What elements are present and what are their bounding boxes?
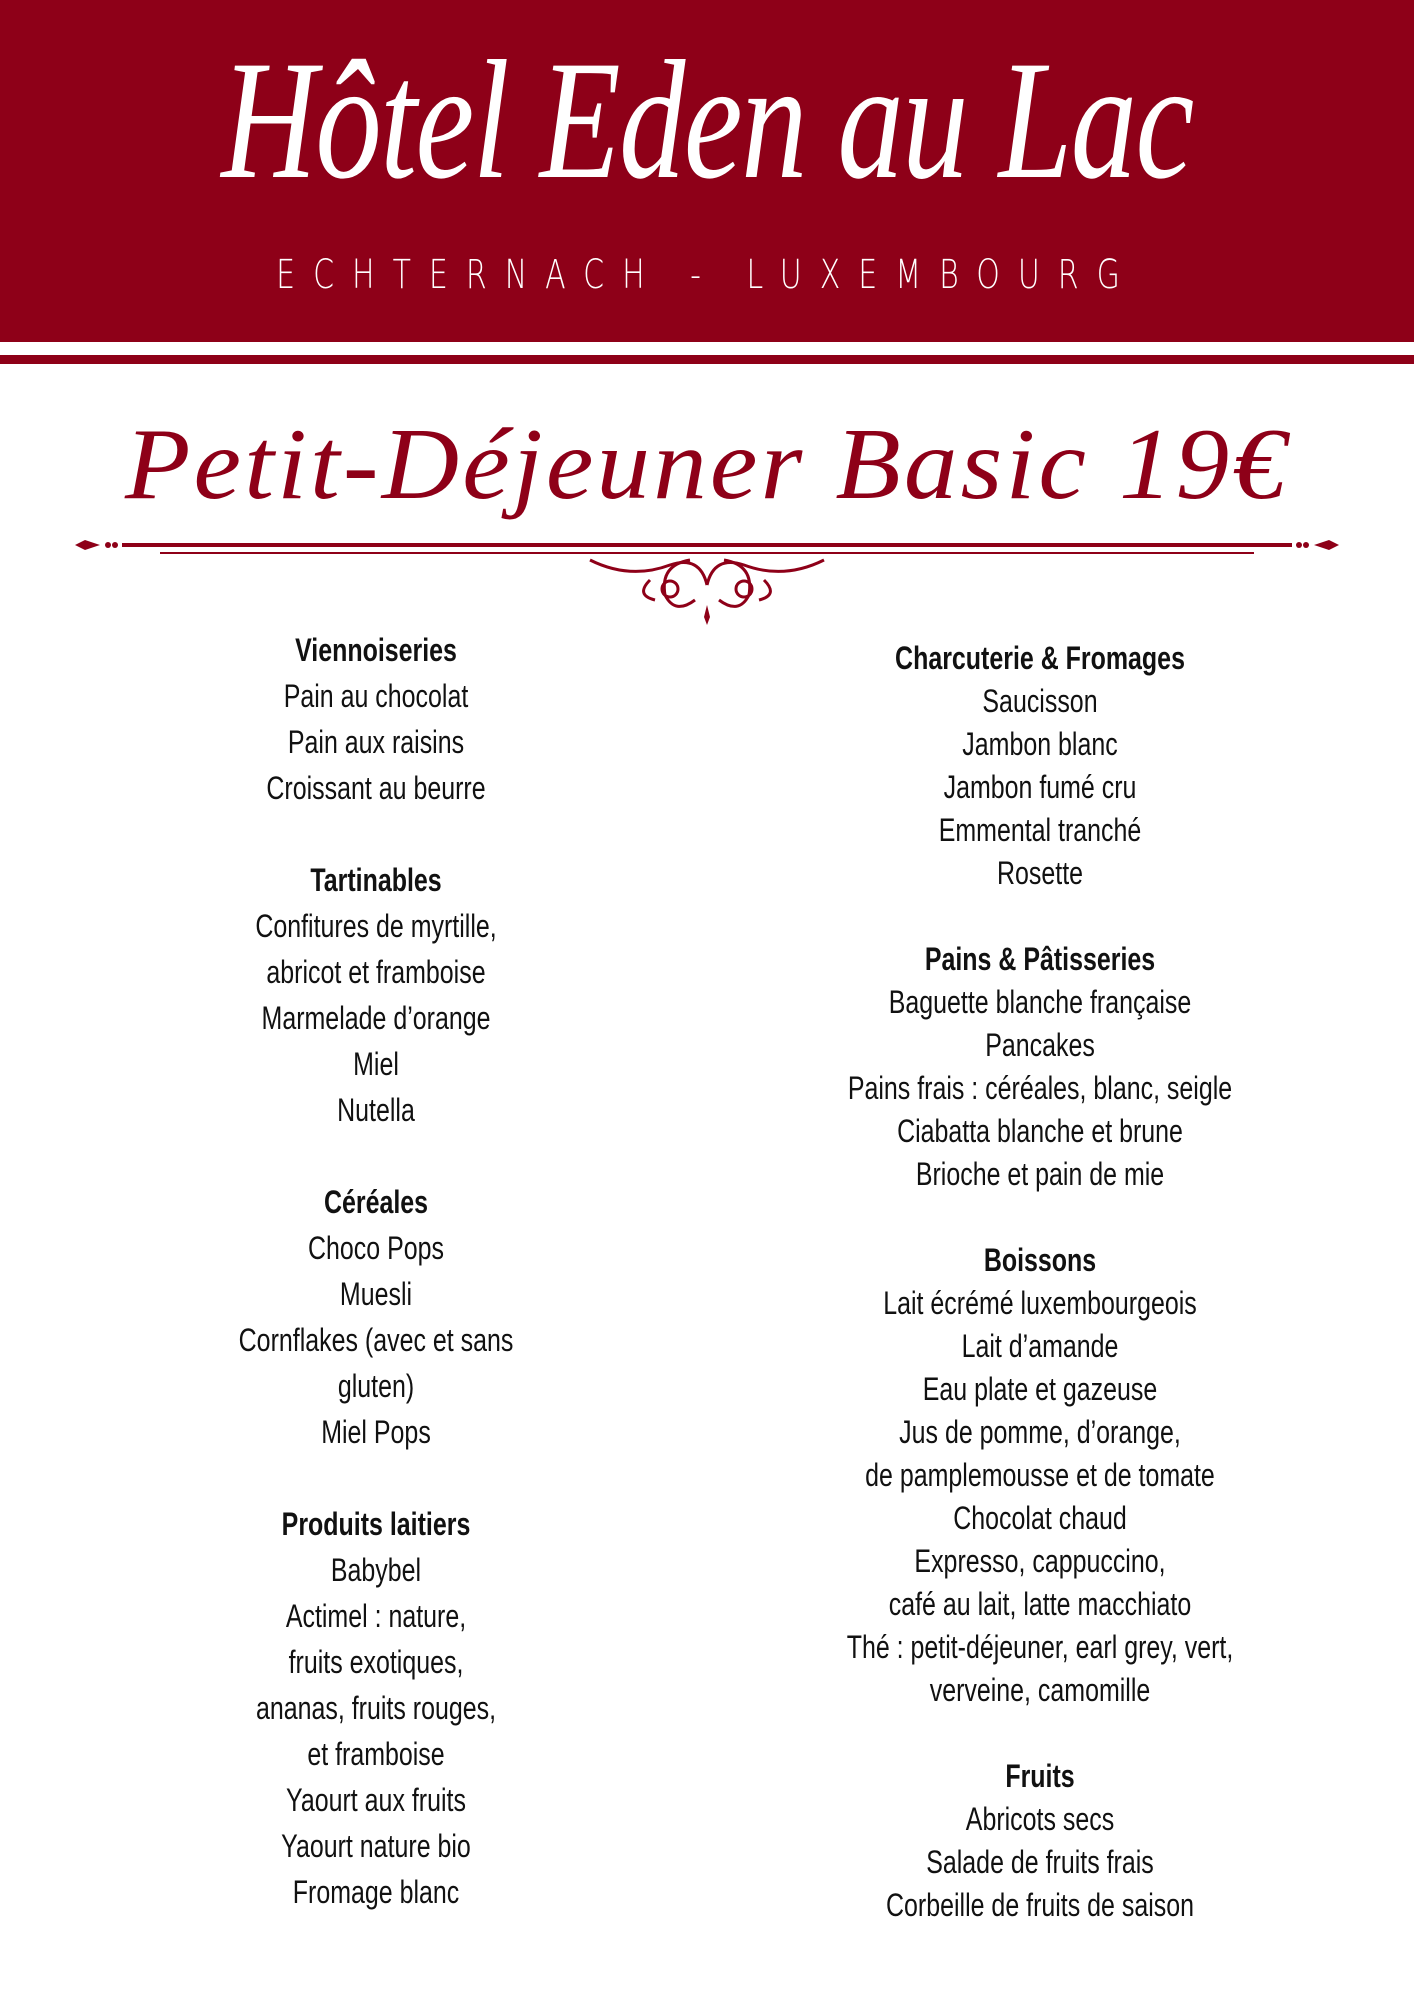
menu-item: fruits exotiques, (288, 1644, 464, 1680)
section-spacer (822, 1196, 1259, 1239)
menu-item: Lait d’amande (961, 1328, 1119, 1364)
menu-item: Abricots secs (965, 1801, 1115, 1837)
menu-column-right (760, 637, 1320, 1927)
menu-item: Yaourt nature bio (281, 1828, 471, 1864)
menu-column-left (96, 627, 656, 1915)
menu-item: et framboise (307, 1736, 445, 1772)
menu-item: Chocolat chaud (953, 1500, 1127, 1536)
menu-item: Choco Pops (308, 1230, 444, 1266)
menu-item: café au lait, latte macchiato (888, 1586, 1192, 1622)
menu-item: Rosette (996, 855, 1084, 891)
menu-item: Emmental tranché (938, 812, 1142, 848)
section-spacer (158, 1455, 595, 1501)
section-spacer (158, 811, 595, 857)
menu-item: Eau plate et gazeuse (922, 1371, 1158, 1407)
menu-item: Jus de pomme, d’orange, (899, 1414, 1181, 1450)
menu-item: Pain aux raisins (287, 724, 465, 760)
menu-item: Pains frais : céréales, blanc, seigle (847, 1070, 1233, 1106)
menu-item: ananas, fruits rouges, (255, 1690, 497, 1726)
hotel-name: Hôtel Eden au Lac (221, 26, 1193, 214)
section-spacer (822, 895, 1259, 938)
section-spacer (822, 1712, 1259, 1755)
menu-item: Thé : petit-déjeuner, earl grey, vert, (846, 1629, 1234, 1665)
ornament-divider (70, 525, 1344, 625)
menu-item: Actimel : nature, (285, 1598, 467, 1634)
menu-item: Expresso, cappuccino, (914, 1543, 1166, 1579)
menu-item: Pain au chocolat (283, 678, 469, 714)
menu-item: Jambon fumé cru (943, 769, 1137, 805)
section-heading: Tartinables (310, 862, 442, 898)
hotel-location: ECHTERNACH - LUXEMBOURG (276, 252, 1138, 298)
menu-item: de pamplemousse et de tomate (865, 1457, 1215, 1493)
menu-item: Miel (353, 1046, 399, 1082)
menu-item: Muesli (339, 1276, 413, 1312)
section-heading: Charcuterie & Fromages (895, 640, 1185, 676)
menu-item: Confitures de myrtille, (255, 908, 497, 944)
menu-item: Brioche et pain de mie (915, 1156, 1165, 1192)
menu-item: Salade de fruits frais (926, 1844, 1154, 1880)
menu-item: Saucisson (982, 683, 1098, 719)
header-stripe (0, 355, 1414, 364)
menu-item: Marmelade d’orange (261, 1000, 491, 1036)
menu-item: verveine, camomille (929, 1672, 1151, 1708)
menu-item: gluten) (337, 1368, 415, 1404)
menu-item: Babybel (330, 1552, 422, 1588)
section-heading: Boissons (983, 1242, 1097, 1278)
menu-item: Ciabatta blanche et brune (897, 1113, 1183, 1149)
menu-item: Yaourt aux fruits (286, 1782, 466, 1818)
menu-item: Fromage blanc (292, 1874, 460, 1910)
menu-item: Corbeille de fruits de saison (885, 1887, 1195, 1923)
menu-item: Miel Pops (321, 1414, 431, 1450)
section-heading: Céréales (323, 1184, 429, 1220)
section-heading: Pains & Pâtisseries (924, 941, 1156, 977)
section-heading: Viennoiseries (295, 632, 457, 668)
section-heading: Produits laitiers (281, 1506, 471, 1542)
menu-item: Baguette blanche française (888, 984, 1192, 1020)
menu-item: Pancakes (985, 1027, 1095, 1063)
menu-item: Jambon blanc (962, 726, 1118, 762)
section-spacer (158, 1133, 595, 1179)
menu-item: Croissant au beurre (266, 770, 486, 806)
menu-item: Cornflakes (avec et sans (238, 1322, 514, 1358)
menu-item: Lait écrémé luxembourgeois (883, 1285, 1197, 1321)
menu-item: Nutella (337, 1092, 415, 1128)
menu-title: Petit-Déjeuner Basic 19€ (124, 408, 1290, 521)
section-heading: Fruits (1005, 1758, 1075, 1794)
menu-item: abricot et framboise (266, 954, 486, 990)
